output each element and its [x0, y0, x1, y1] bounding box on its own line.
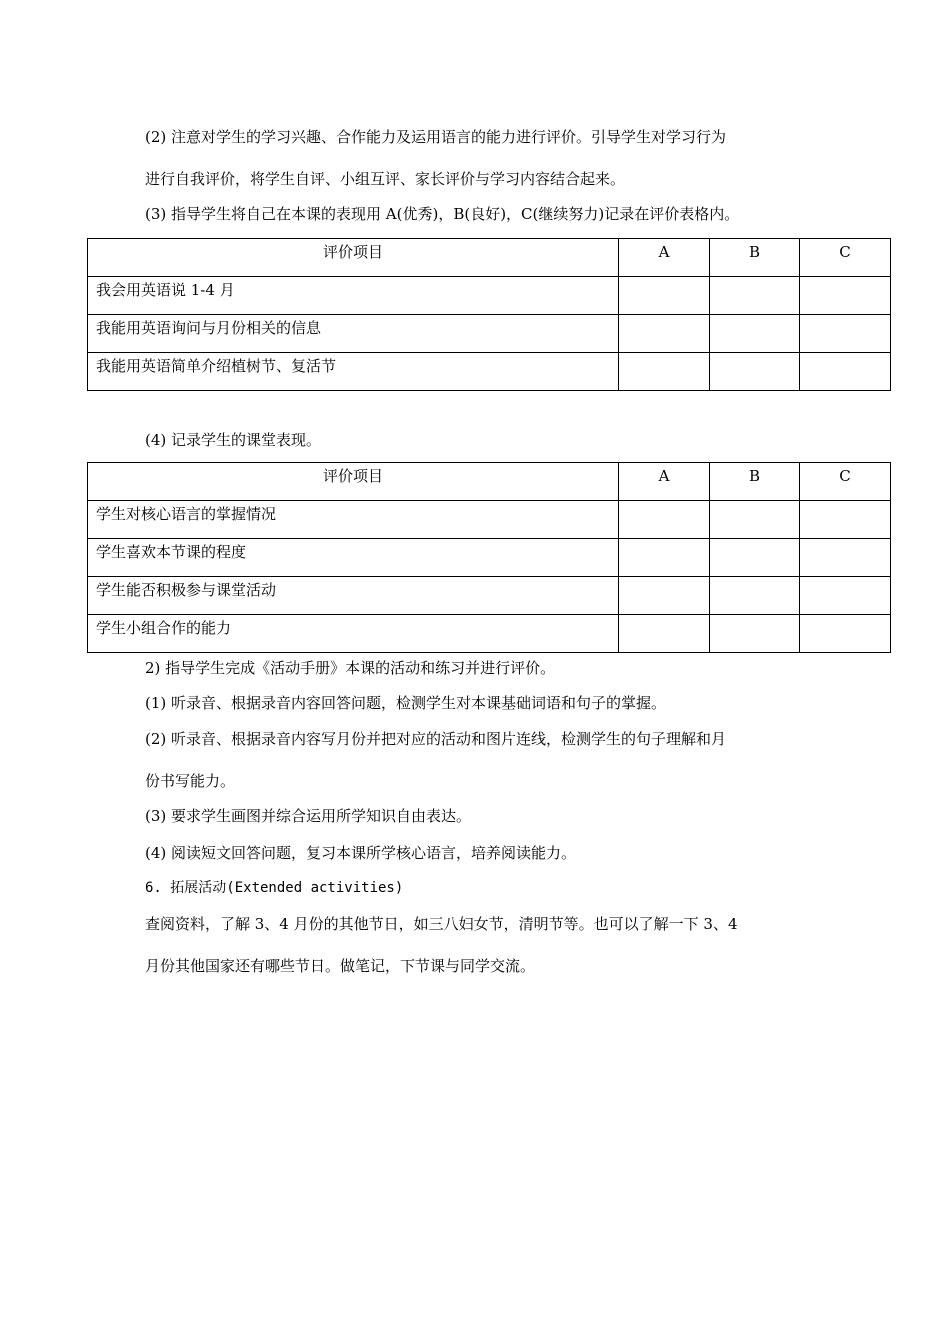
evaluation-table-1 [87, 238, 891, 391]
table-header-row [88, 463, 891, 501]
table-header-row [88, 239, 891, 277]
cell-a[interactable] [619, 353, 710, 391]
cell-c[interactable] [800, 277, 891, 315]
paragraph-line: (3) 要求学生画图并综合运用所学知识自由表达。 [145, 807, 472, 825]
cell-b[interactable] [710, 353, 800, 391]
cell-a[interactable] [619, 277, 710, 315]
cell-a[interactable] [619, 615, 710, 653]
row-label: 我能用英语简单介绍植树节、复活节 [88, 353, 619, 391]
header-b: B [710, 239, 800, 277]
table-row [88, 501, 891, 539]
table-row [88, 315, 891, 353]
paragraph-line: (2) 听录音、根据录音内容写月份并把对应的活动和图片连线，检测学生的句子理解和月 [145, 730, 727, 748]
table-row [88, 277, 891, 315]
cell-c[interactable] [800, 315, 891, 353]
cell-c[interactable] [800, 615, 891, 653]
row-label: 我能用英语询问与月份相关的信息 [88, 315, 619, 353]
table-row [88, 615, 891, 653]
cell-a[interactable] [619, 577, 710, 615]
cell-a[interactable] [619, 315, 710, 353]
cell-c[interactable] [800, 539, 891, 577]
paragraph-line: (4) 阅读短文回答问题，复习本课所学核心语言，培养阅读能力。 [145, 844, 577, 862]
cell-b[interactable] [710, 315, 800, 353]
header-a: A [619, 239, 710, 277]
table-row [88, 539, 891, 577]
paragraph-line: (3) 指导学生将自己在本课的表现用 A(优秀)，B(良好)，C(继续努力)记录在评价表格内。 [145, 205, 740, 223]
cell-b[interactable] [710, 615, 800, 653]
cell-c[interactable] [800, 501, 891, 539]
row-label: 学生喜欢本节课的程度 [88, 539, 619, 577]
evaluation-table-2 [87, 462, 891, 653]
cell-c[interactable] [800, 577, 891, 615]
paragraph-line: 2) 指导学生完成《活动手册》本课的活动和练习并进行评价。 [145, 659, 556, 677]
paragraph-line: (4) 记录学生的课堂表现。 [145, 431, 322, 449]
header-item: 评价项目 [88, 463, 619, 501]
cell-b[interactable] [710, 501, 800, 539]
header-a: A [619, 463, 710, 501]
paragraph-line: 进行自我评价，将学生自评、小组互评、家长评价与学习内容结合起来。 [145, 170, 626, 188]
header-b: B [710, 463, 800, 501]
cell-b[interactable] [710, 539, 800, 577]
header-c: C [800, 463, 891, 501]
header-item: 评价项目 [88, 239, 619, 277]
section-heading: 6. 拓展活动(Extended activities) [145, 880, 404, 896]
cell-c[interactable] [800, 353, 891, 391]
paragraph-line: 查阅资料，了解 3、4 月份的其他节日，如三八妇女节，清明节等。也可以了解一下 3、4 [145, 915, 738, 933]
paragraph-line: (1) 听录音、根据录音内容回答问题，检测学生对本课基础词语和句子的掌握。 [145, 694, 667, 712]
row-label: 我会用英语说 1-4 月 [88, 277, 619, 315]
paragraph-line: (2) 注意对学生的学习兴趣、合作能力及运用语言的能力进行评价。引导学生对学习行为 [145, 128, 727, 146]
table-row [88, 353, 891, 391]
cell-a[interactable] [619, 539, 710, 577]
cell-b[interactable] [710, 277, 800, 315]
row-label: 学生对核心语言的掌握情况 [88, 501, 619, 539]
paragraph-line: 份书写能力。 [145, 772, 236, 790]
table-row [88, 577, 891, 615]
header-c: C [800, 239, 891, 277]
cell-b[interactable] [710, 577, 800, 615]
row-label: 学生能否积极参与课堂活动 [88, 577, 619, 615]
paragraph-line: 月份其他国家还有哪些节日。做笔记，下节课与同学交流。 [145, 957, 536, 975]
cell-a[interactable] [619, 501, 710, 539]
row-label: 学生小组合作的能力 [88, 615, 619, 653]
